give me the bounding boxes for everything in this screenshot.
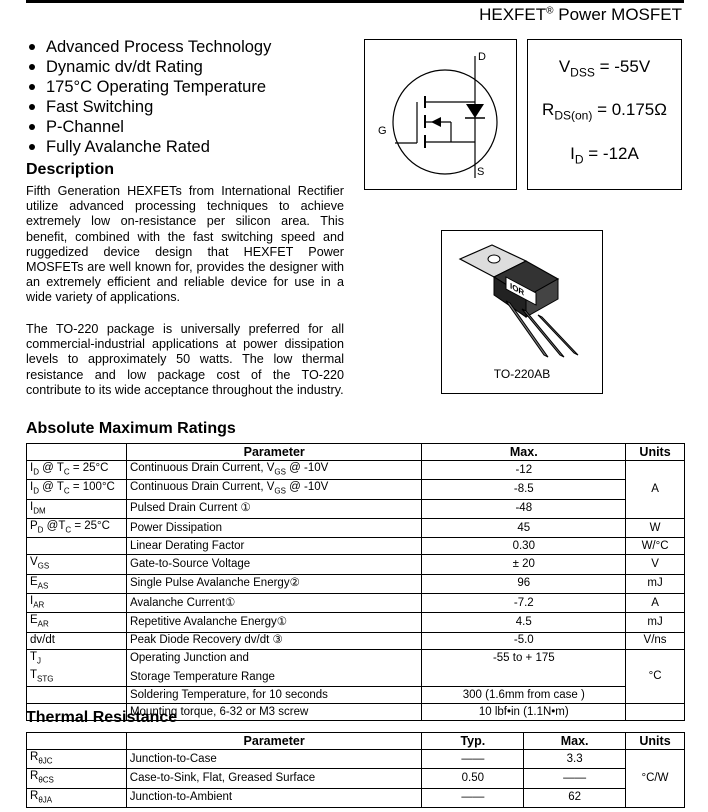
thermal-heading: Thermal Resistance bbox=[26, 709, 178, 726]
id-spec: $I_D = -12A$ bbox=[570, 144, 639, 167]
package-image-box bbox=[441, 230, 603, 394]
source-label: S bbox=[477, 166, 485, 178]
table-row: $R_{\theta CS}$ Case-to-Sink, Flat, Greased Surface 0.50 —— bbox=[27, 769, 685, 788]
svg-text:IOR: IOR bbox=[510, 280, 525, 298]
table-row: Linear Derating Factor 0.30 W/°C bbox=[27, 538, 685, 555]
feature-item: 175°C Operating Temperature bbox=[26, 77, 271, 97]
table-row: dv/dt Peak Diode Recovery dv/dt ③ -5.0 V/ns bbox=[27, 632, 685, 649]
top-rule bbox=[26, 0, 684, 3]
mosfet-symbol-box bbox=[364, 39, 517, 190]
table-row: $E_{AR}$ Repetitive Avalanche Energy① 4.5 mJ bbox=[27, 613, 685, 632]
p-channel-mosfet-symbol-icon bbox=[365, 40, 516, 189]
gate-label: G bbox=[378, 125, 387, 137]
table-header-row: Parameter Typ. Max. Units bbox=[27, 733, 685, 750]
table-row: $P_D$ $@T_C = 25^\circ C$ Power Dissipation 45 W bbox=[27, 518, 685, 537]
table-row: $E_{AS}$ Single Pulse Avalanche Energy② 96 mJ bbox=[27, 574, 685, 593]
key-specs-box bbox=[527, 39, 682, 190]
table-row: $R_{\theta JA}$ Junction-to-Ambient —— 62 bbox=[27, 788, 685, 807]
table-row: $I_{AR}$ Avalanche Current① -7.2 A bbox=[27, 593, 685, 612]
to220-package-icon bbox=[442, 231, 602, 365]
table-row: $T_J$ Operating Junction and -55 to + 175 °C bbox=[27, 649, 685, 668]
table-row: Mounting torque, 6-32 or M3 screw 10 lbf•in (1.1N•m) bbox=[27, 704, 685, 721]
feature-item: Fast Switching bbox=[26, 97, 271, 117]
drain-label: D bbox=[478, 51, 486, 63]
table-row: $I_{DM}$ Pulsed Drain Current ① -48 bbox=[27, 499, 685, 518]
table-row: $T_{STG}$ Storage Temperature Range bbox=[27, 668, 685, 687]
feature-item: Fully Avalanche Rated bbox=[26, 137, 271, 157]
feature-item: P-Channel bbox=[26, 117, 271, 137]
feature-item: Advanced Process Technology bbox=[26, 37, 271, 57]
description-paragraph-2: The TO-220 package is universally preferred for all commercial-industrial applications at power dissipation levels to approximately 50 watts. The low thermal resistance and low package cost of the TO-220 contribute to its wide acceptance throughout the industry. bbox=[26, 322, 344, 397]
col-parameter: Parameter bbox=[126, 444, 422, 461]
table-row: $V_{GS}$ Gate-to-Source Voltage ± 20 V bbox=[27, 555, 685, 574]
thermal-table bbox=[26, 732, 685, 808]
table-row: $I_D$ @ $T_C = 25^\circ C$ Continuous Drain Current, $V_{GS}$ @ -10V -12 A bbox=[27, 461, 685, 480]
col-max: Max. bbox=[422, 444, 626, 461]
table-row: Soldering Temperature, for 10 seconds 300 (1.6mm from case ) bbox=[27, 687, 685, 704]
table-header-row bbox=[27, 444, 685, 461]
package-label: TO-220AB bbox=[493, 367, 551, 381]
vdss-spec: $V_{DSS} = -55V$ bbox=[558, 57, 651, 80]
page-title: HEXFET® Power MOSFET bbox=[479, 5, 682, 24]
feature-list bbox=[26, 37, 271, 157]
abs-max-heading: Absolute Maximum Ratings bbox=[26, 420, 236, 437]
col-units: Units bbox=[626, 444, 685, 461]
feature-item: Dynamic dv/dt Rating bbox=[26, 57, 271, 77]
table-row: $I_D$ @ $T_C = 100^\circ C$ Continuous Drain Current, $V_{GS}$ @ -10V -8.5 bbox=[27, 480, 685, 499]
description-heading: Description bbox=[26, 161, 115, 178]
table-row: $R_{\theta JC}$ Junction-to-Case —— 3.3 °C/W bbox=[27, 750, 685, 769]
description-paragraph-1: Fifth Generation HEXFETs from International Rectifier utilize advanced processing techniques to achieve extremely low on-resistance per silicon area. This benefit, combined with the fast switching speed and ruggedized device design that HEXFET Power MOSFETs are well known for, provides the designer with an extremely efficient and reliable device for use in a wide variety of applications. bbox=[26, 184, 344, 305]
abs-max-table bbox=[26, 443, 685, 721]
rds-on-spec: $R_{DS(on)} = 0.175\Omega$ bbox=[542, 100, 667, 123]
